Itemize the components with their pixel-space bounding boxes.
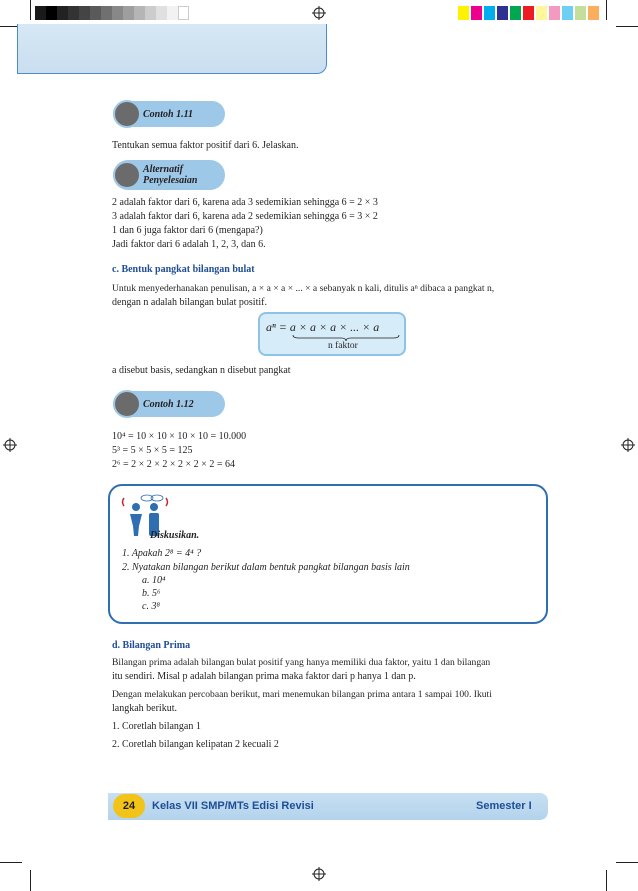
page-number: 24 [113,794,145,818]
formula: aⁿ = a × a × a × ... × a [266,320,380,334]
section-heading: c. Bentuk pangkat bilangan bulat [112,264,255,275]
grayscale-bar [35,6,191,20]
formula-note: n faktor [328,341,358,351]
example-badge [113,101,225,127]
solution-line: 3 adalah faktor dari 6, karena ada 2 sedemikian sehingga 6 = 3 × 2 [112,211,378,222]
registration-mark-icon [3,438,17,452]
header-band [17,24,327,74]
solution-line: 2 adalah faktor dari 6, karena ada 3 sedemikian sehingga 6 = 2 × 3 [112,197,378,208]
crop-mark [616,862,638,863]
crop-mark [616,26,638,27]
discussion-subitem: a. 10⁴ [142,575,166,586]
crop-mark [30,870,31,891]
discussion-item: 1. Apakah 2⁸ = 4⁴ ? [122,548,202,559]
paragraph: Dengan melakukan percobaan berikut, mari menemukan bilangan prima antara 1 sampai 100. Ikuti [112,689,492,700]
example-line: 10⁴ = 10 × 10 × 10 × 10 = 10.000 [112,431,247,442]
step-item: 1. Coretlah bilangan 1 [112,721,201,732]
step-item: 2. Coretlah bilangan kelipatan 2 kecuali 2 [112,739,279,750]
discussion-subitem: c. 3⁸ [142,601,160,612]
registration-mark-icon [621,438,635,452]
color-bar [458,6,614,20]
paragraph: Untuk menyederhanakan penulisan, a × a × a × ... × a sebanyak n kali, ditulis aⁿ dibaca a pangkat n, [112,283,495,294]
discussion-box [108,484,548,624]
book-title: Kelas VII SMP/MTs Edisi Revisi [152,800,314,812]
solution-badge [113,160,225,190]
crop-mark [30,0,31,20]
paragraph: itu sendiri. Misal p adalah bilangan prima maka faktor dari p hanya 1 dan p. [112,671,416,682]
discussion-title: Diskusikan. [150,530,200,541]
paragraph: langkah berikut. [112,703,177,714]
crop-mark [606,0,607,20]
example-badge [113,391,225,417]
discussion-item: 2. Nyatakan bilangan berikut dalam bentuk pangkat bilangan basis lain [122,562,410,573]
section-heading: d. Bilangan Prima [112,640,191,651]
solution-label-1: Alternatif [143,164,184,175]
hourglass-icon [113,161,141,189]
example-label: Contoh 1.12 [143,398,194,410]
example-line: 2⁶ = 2 × 2 × 2 × 2 × 2 × 2 = 64 [112,459,235,470]
registration-mark-icon [312,867,326,881]
solution-label-2: Penyelesaian [143,175,198,186]
paragraph: Bilangan prima adalah bilangan bulat positif yang hanya memiliki dua faktor, yaitu 1 dan bilangan [112,657,491,668]
example-label: Contoh 1.11 [143,108,194,120]
solution-line: Jadi faktor dari 6 adalah 1, 2, 3, dan 6. [112,239,266,250]
registration-mark-icon [312,6,326,20]
example-line: 5³ = 5 × 5 × 5 = 125 [112,445,193,456]
crop-mark [606,870,607,891]
discussion-subitem: b. 5⁶ [142,588,161,599]
paragraph: dengan n adalah bilangan bulat positif. [112,297,267,308]
crop-mark [0,862,22,863]
hourglass-icon [113,390,141,418]
semester-label: Semester I [476,800,532,812]
paragraph: a disebut basis, sedangkan n disebut pangkat [112,365,291,376]
example-question: Tentukan semua faktor positif dari 6. Jelaskan. [112,140,299,151]
formula-box [258,312,406,356]
solution-line: 1 dan 6 juga faktor dari 6 (mengapa?) [112,225,263,236]
hourglass-icon [113,100,141,128]
